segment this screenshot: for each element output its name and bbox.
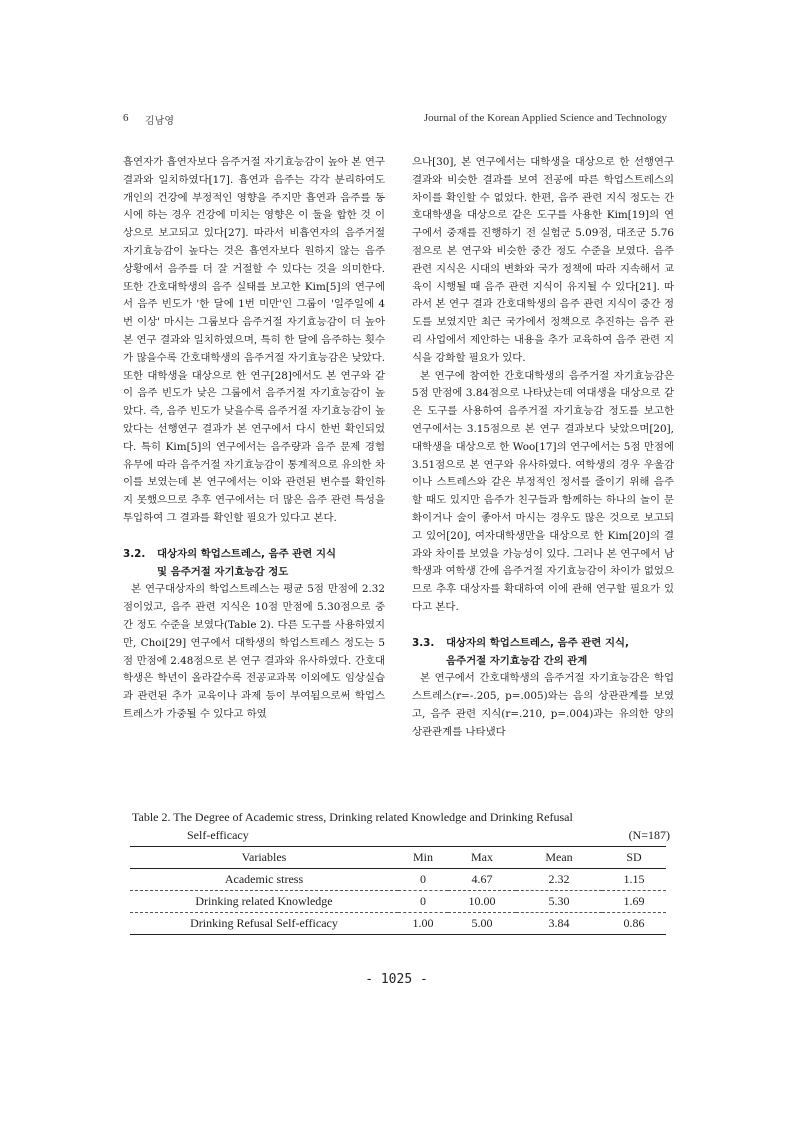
table-cell: Drinking related Knowledge: [195, 894, 333, 908]
page-footer-number: - 1025 -: [365, 972, 428, 987]
header-page-number: 6: [123, 112, 129, 124]
section-heading-3-2: [123, 546, 385, 582]
table-cell: 0: [420, 872, 426, 886]
table-cell: 4.67: [471, 872, 493, 886]
paragraph: 본 연구에서 간호대학생의 음주거절 자기효능감은 학업스트레스(r=-.205, p=.005)와는 음의 상관관계를 보였고, 음주 관련 지식(r=.210, p=.004)과는 유의한 양의 상관관계를 나타냈다: [412, 672, 674, 738]
table-caption-line2: [132, 826, 670, 844]
paragraph: 본 연구에 참여한 간호대학생의 음주거절 자기효능감은 5점 만점에 3.84점으로 나타났는데 여대생을 대상으로 같은 도구를 사용하여 음주거절 자기효능감 정도를 보고한 연구에서는 3.15점으로 본 연구 결과보다 낮았으며[20], 대학생을 대상으로 한 Woo[17]의 연구에서는 5점 만점에 3.51점으로 본 연구와 유사하였다. 여학생의 경우 우울감이나 스트레스와 같은 부정적인 정서를 줄이기 위해 음주할 때도 있지만 음주가 친구들과 함께하는 하나의 놀이 문화이거나 술이 좋아서 마시는 경우도 많은 것으로 보고되고 있어[20], 여자대학생만을 대상으로 한 Kim[20]의 결과와 차이를 보였을 가능성이 있다. 그러나 본 연구에서 남학생과 여학생 간에 음주거절 자기효능감이 차이가 없었으므로 추후 대상자를 확대하여 이에 관해 연구할 필요가 있다고 본다.: [412, 369, 674, 613]
paragraph: 본 연구대상자의 학업스트레스는 평균 5점 만점에 2.32점이었고, 음주 관련 지식은 10점 만점에 5.30점으로 중간 정도 수준을 보였다(Table 2). 다른 도구를 사용하였지만, Choi[29] 연구에서 대학생의 학업스트레스 정도는 5점 만점에 2.48점으로 본 연구 결과와 유사하였다. 간호대학생은 학년이 올라갈수록 전공교과목 이외에도 임상실습과 관련된 추가 교육이나 과제 등이 부여됨으로써 학업스트레스가 가중될 수 있다고 하였: [123, 583, 385, 720]
right-column: [412, 154, 674, 742]
table-row: [130, 869, 666, 891]
table-cell: 2.32: [548, 872, 570, 886]
table-cell: Academic stress: [224, 872, 304, 886]
table-caption-line2-text: Self-efficacy: [187, 828, 249, 842]
data-table: [130, 846, 666, 935]
header-author: 김남영: [145, 116, 174, 127]
section-title-line1: 대상자의 학업스트레스, 음주 관련 지식,: [446, 636, 629, 649]
running-header: [123, 112, 667, 128]
column-header: Max: [471, 850, 493, 864]
table-row: [130, 913, 666, 935]
table-cell: 1.15: [623, 872, 645, 886]
table-cell: 0.86: [623, 916, 645, 930]
table-caption-line1: Table 2. The Degree of Academic stress, Drinking related Knowledge and Drinking Refusal: [132, 810, 573, 824]
table-cell: 1.00: [412, 916, 434, 930]
section-number: 3.2.: [123, 547, 146, 560]
table-row: [130, 891, 666, 913]
section-number: 3.3.: [412, 636, 435, 649]
section-title-line1: 대상자의 학업스트레스, 음주 관련 지식: [157, 547, 337, 560]
paragraph: 으나[30], 본 연구에서는 대학생을 대상으로 한 선행연구 결과와 비슷한 결과를 보여 전공에 따른 학업스트레스의 차이를 확인할 수 없었다. 한편, 음주 관련 지식 정도는 간호대학생을 대상으로 같은 도구를 사용한 Kim[19]의 연구에서 중재를 진행하기 전 실험군 5.09점, 대조군 5.76점으로 본 연구와 비슷한 중간 정도 수준을 보였다. 음주 관련 지식은 시대의 변화와 국가 정책에 따라 지속해서 교육이 시행될 때 음주 관련 지식이 유지될 수 있다[21]. 따라서 본 연구 결과 간호대학생의 음주 관련 지식이 중간 정도를 보였지만 최근 국가에서 정책으로 추진하는 음주 관리 사업에서 제안하는 내용을 추가 교육하여 음주 관련 지식을 강화할 필요가 있다.: [412, 156, 674, 364]
paragraph: 흡연자가 흡연자보다 음주거절 자기효능감이 높아 본 연구 결과와 일치하였다[17]. 흡연과 음주는 각각 분리하여도 개인의 건강에 부정적인 영향을 주지만 흡연과 음주를 동시에 하는 경우 건강에 미치는 영향은 이 둘을 합한 것 이상으로 보고되고 있다[27]. 따라서 비흡연자의 음주거절 자기효능감이 높다는 것은 흡연자보다 원하지 않는 음주 상황에서 음주를 더 잘 거절할 수 있다는 것을 의미한다. 또한 간호대학생의 음주 실태를 보고한 Kim[5]의 연구에서 음주 빈도가 '한 달에 1번 미만'인 그룹이 '일주일에 4번 이상' 마시는 그룹보다 음주거절 자기효능감이 더 높아 본 연구 결과와 일치하였으며, 특히 한 달에 음주하는 횟수가 많을수록 간호대학생의 음주거절 자기효능감은 낮았다. 또한 대학생을 대상으로 한 연구[28]에서도 본 연구와 같이 음주 빈도가 낮은 그룹에서 음주거절 자기효능감이 높았다. 즉, 음주 빈도가 낮을수록 음주거절 자기효능감이 높았다는 선행연구 결과가 본 연구에서 다시 한번 확인되었다. 특히 Kim[5]의 연구에서는 음주량과 음주 문제 경험 유무에 따라 음주거절 자기효능감이 통계적으로 유의한 차이를 보였는데 본 연구에서는 이와 관련된 변수를 확인하지 못했으므로 추후 연구에서는 더 많은 음주 관련 특성을 투입하여 그 결과를 확인할 필요가 있다고 본다.: [123, 156, 385, 524]
header-journal-title: Journal of the Korean Applied Science and Technology: [423, 112, 667, 124]
table-caption: [132, 808, 670, 844]
table-cell: 5.30: [548, 894, 570, 908]
section-title-line2: 음주거절 자기효능감 간의 관계: [446, 654, 588, 667]
table-cell: 5.00: [471, 916, 493, 930]
table-sample-size: (N=187): [628, 828, 670, 842]
left-column: [123, 154, 385, 724]
table-cell: Drinking Refusal Self-efficacy: [190, 916, 338, 930]
column-header: SD: [626, 850, 642, 864]
section-heading-3-3: [412, 635, 674, 671]
table-cell: 0: [420, 894, 426, 908]
table-cell: 10.00: [468, 894, 496, 908]
table-header-row: [130, 847, 666, 869]
table-cell: 3.84: [548, 916, 570, 930]
table-cell: 1.69: [623, 894, 645, 908]
section-title-line2: 및 음주거절 자기효능감 정도: [157, 565, 289, 578]
column-header: Min: [412, 850, 433, 864]
column-header: Mean: [545, 850, 573, 864]
column-header: Variables: [241, 850, 287, 864]
